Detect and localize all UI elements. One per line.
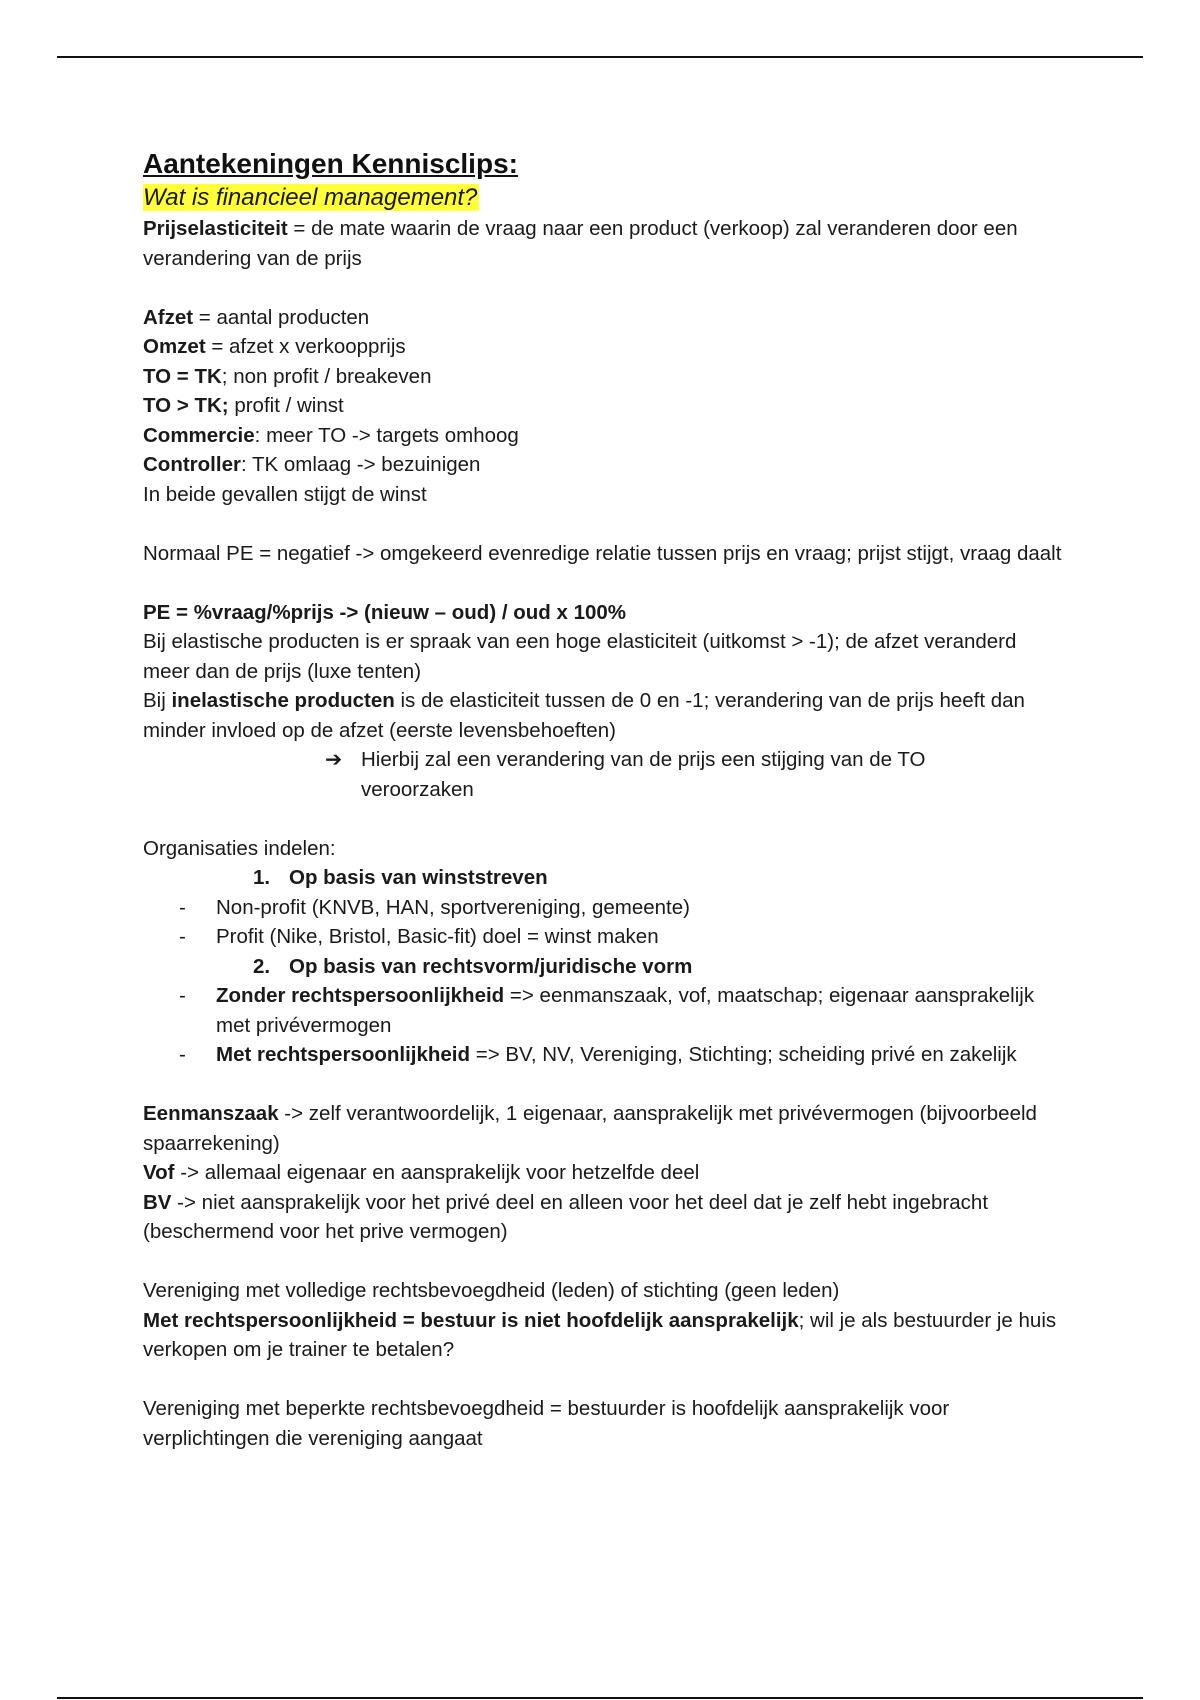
definition-text: -> niet aansprakelijk voor het privé deel en alleen voor het deel dat je zelf hebt ingebracht (beschermend voor het prive vermogen) xyxy=(143,1190,989,1243)
page-title: Aantekeningen Kennisclips: xyxy=(143,148,518,179)
prefix: Bij xyxy=(143,689,172,712)
term: Afzet xyxy=(143,305,194,329)
dash-bullet: - xyxy=(179,984,186,1007)
term: Met rechtspersoonlijkheid xyxy=(216,1043,471,1066)
inelastisch xyxy=(143,686,1063,745)
definition-text: = aantal producten xyxy=(193,305,370,329)
term: Vof xyxy=(143,1161,175,1184)
term: Zonder rechtspersoonlijkheid xyxy=(216,984,505,1007)
formula-text: PE = %vraag/%prijs -> (nieuw – oud) / oud x 100% xyxy=(143,600,627,624)
list-number: 1. xyxy=(253,866,271,889)
bottom-rule xyxy=(57,1697,1143,1699)
beide-gevallen: In beide gevallen stijgt de winst xyxy=(143,482,427,506)
vof xyxy=(143,1158,1063,1188)
term: Controller xyxy=(143,453,241,476)
term: Commercie xyxy=(143,423,255,447)
list-item-text: Profit (Nike, Bristol, Basic-fit) doel = winst maken xyxy=(216,925,659,948)
term: Prijselasticiteit xyxy=(143,217,288,240)
document-body xyxy=(143,146,1063,1453)
vereniging-volledig: Vereniging met volledige rechtsbevoegdheid (leden) of stichting (geen leden) xyxy=(143,1279,840,1302)
term: inelastische producten xyxy=(171,689,395,712)
prijselasticiteit-def xyxy=(143,214,1063,273)
pe-formula xyxy=(143,598,1063,628)
definition-text: : meer TO -> targets omhoog xyxy=(254,423,519,447)
elastisch: Bij elastische producten is er spraak van een hoge elasticiteit (uitkomst > -1); de afzet veranderd meer dan de prijs (luxe tenten) xyxy=(143,630,1017,683)
definition-text: profit / winst xyxy=(228,394,344,417)
def-to-tk-greater xyxy=(143,391,1063,421)
arrow-note-text: Hierbij zal een verandering van de prijs een stijging van de TO veroorzaken xyxy=(361,748,926,801)
list-item-text: => eenmanszaak, vof, maatschap; eigenaar aansprakelijk met privévermogen xyxy=(216,984,1035,1037)
def-commercie xyxy=(143,421,1063,451)
term: Omzet xyxy=(143,335,206,358)
subtitle-highlight: Wat is financieel management? xyxy=(143,184,478,211)
definition-text: = afzet x verkoopprijs xyxy=(205,335,406,358)
list-item-text: => BV, NV, Vereniging, Stichting; scheiding privé en zakelijk xyxy=(470,1043,1017,1066)
term: TO = TK xyxy=(143,364,222,388)
heading-text: Op basis van rechtsvorm/juridische vorm xyxy=(289,954,693,978)
list-item-nonprofit xyxy=(143,893,1063,923)
vereniging-beperkt: Vereniging met beperkte rechtsbevoegdheid = bestuurder is hoofdelijk aansprakelijk voor verplichtingen die vereniging aangaat xyxy=(143,1397,950,1450)
section-subtitle xyxy=(143,182,1063,214)
arrow-right-icon: ➔ xyxy=(325,748,343,771)
list-item-zonder xyxy=(143,981,1063,1040)
definition-text: is de elasticiteit tussen de 0 en -1; verandering van de prijs heeft dan minder invloed op de afzet (eerste levensbehoeften) xyxy=(143,689,1025,742)
list-number: 2. xyxy=(253,954,271,978)
numbered-heading-1 xyxy=(143,863,1063,893)
list-item-profit xyxy=(143,922,1063,952)
dash-bullet: - xyxy=(179,895,186,919)
bv xyxy=(143,1188,1063,1247)
heading-text: Op basis van winststreven xyxy=(289,866,548,889)
normaal-pe: Normaal PE = negatief -> omgekeerd evenredige relatie tussen prijs en vraag; prijst stijgt, vraag daalt xyxy=(143,541,1062,565)
definition-text: = de mate waarin de vraag naar een product (verkoop) zal veranderen door een verandering van de prijs xyxy=(143,217,1018,270)
def-afzet xyxy=(143,303,1063,333)
eenmanszaak xyxy=(143,1099,1063,1158)
arrow-note xyxy=(143,745,1001,804)
definition-text: -> allemaal eigenaar en aansprakelijk voor hetzelfde deel xyxy=(174,1161,700,1184)
met-rechtspersoonlijkheid xyxy=(143,1306,1063,1365)
term: BV xyxy=(143,1190,172,1214)
list-item-text: Non-profit (KNVB, HAN, sportvereniging, gemeente) xyxy=(216,895,690,919)
def-omzet xyxy=(143,332,1063,362)
dash-bullet: - xyxy=(179,1043,186,1066)
organisaties-intro: Organisaties indelen: xyxy=(143,836,336,860)
dash-bullet: - xyxy=(179,925,186,948)
term: TO > TK; xyxy=(143,394,229,417)
definition-text: ; non profit / breakeven xyxy=(221,364,432,388)
definition-text: -> zelf verantwoordelijk, 1 eigenaar, aansprakelijk met privévermogen (bijvoorbeeld spaarrekening) xyxy=(143,1102,1037,1155)
definition-text: ; wil je als bestuurder je huis verkopen om je trainer te betalen? xyxy=(143,1308,1057,1361)
term: Met rechtspersoonlijkheid = bestuur is niet hoofdelijk aansprakelijk xyxy=(143,1308,799,1332)
top-rule xyxy=(57,56,1143,58)
definition-text: : TK omlaag -> bezuinigen xyxy=(240,453,481,476)
def-to-tk-equal xyxy=(143,362,1063,392)
numbered-heading-2 xyxy=(143,952,1063,982)
list-item-met xyxy=(143,1040,1063,1070)
def-controller xyxy=(143,450,1063,480)
term: Eenmanszaak xyxy=(143,1102,279,1125)
